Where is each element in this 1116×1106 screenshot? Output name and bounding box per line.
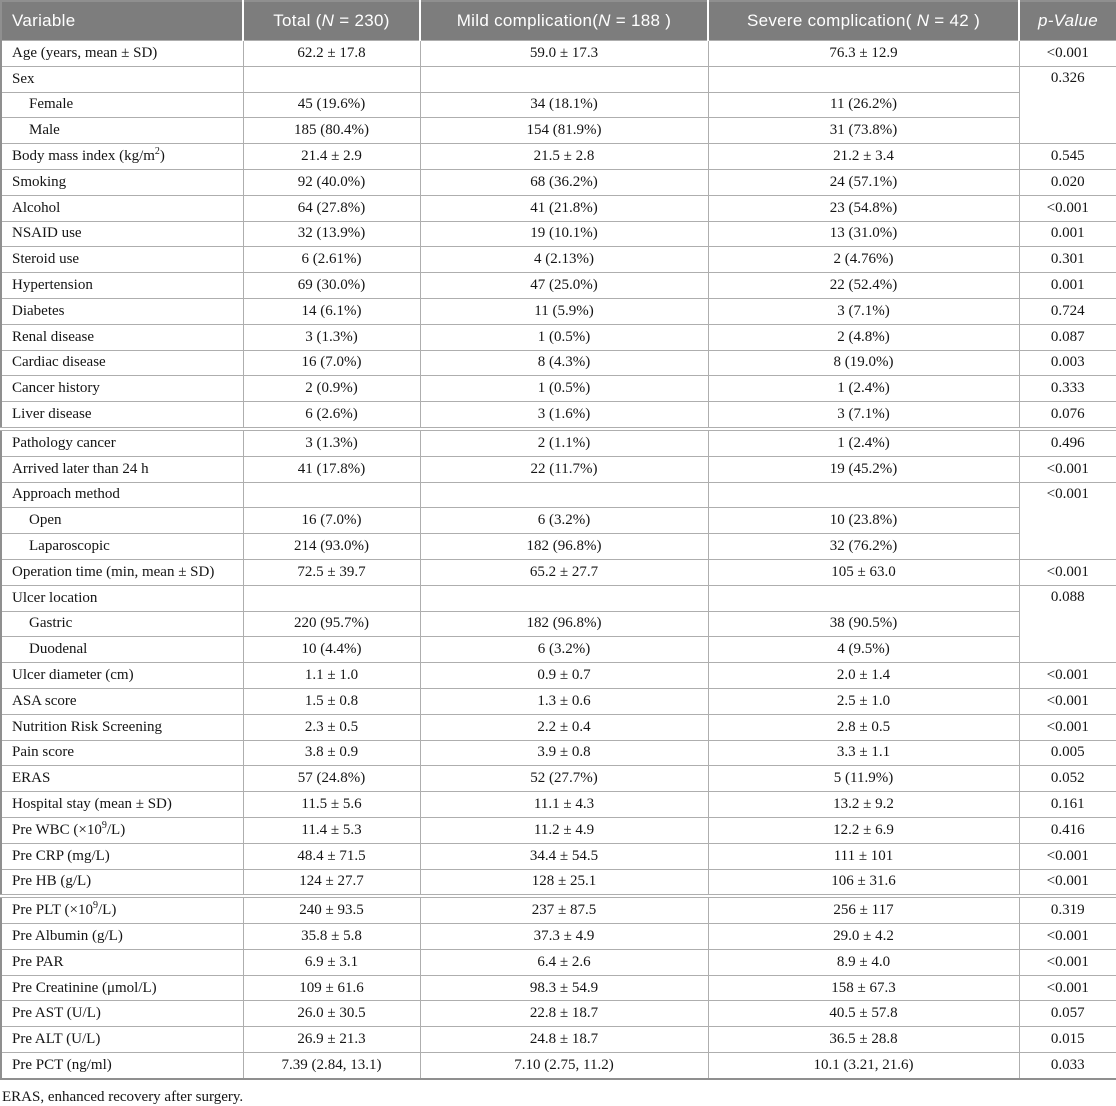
row-label: Sex: [1, 66, 243, 92]
cell-p-value: 0.333: [1019, 376, 1116, 402]
cell-total: 41 (17.8%): [243, 456, 420, 482]
cell-mild-complication: 11.2 ± 4.9: [420, 817, 708, 843]
cell-total: 2.3 ± 0.5: [243, 714, 420, 740]
col-header-total: Total (N = 230): [243, 1, 420, 41]
table-row: [1, 1001, 1116, 1027]
cell-p-value: <0.001: [1019, 869, 1116, 896]
row-label: Pre ALT (U/L): [1, 1027, 243, 1053]
cell-severe-complication: 3 (7.1%): [708, 298, 1019, 324]
cell-p-value: <0.001: [1019, 663, 1116, 689]
table-row: [1, 896, 1116, 923]
cell-severe-complication: 23 (54.8%): [708, 195, 1019, 221]
cell-mild-complication: 1.3 ± 0.6: [420, 688, 708, 714]
table-row: [1, 482, 1116, 508]
cell-p-value: <0.001: [1019, 559, 1116, 585]
row-label: Male: [1, 118, 243, 144]
col-header-variable-label: Variable: [12, 11, 76, 30]
cell-total: 62.2 ± 17.8: [243, 41, 420, 67]
cell-severe-complication: 13.2 ± 9.2: [708, 792, 1019, 818]
cell-p-value: 0.326: [1019, 66, 1116, 143]
cell-mild-complication: 2.2 ± 0.4: [420, 714, 708, 740]
cell-severe-complication: 29.0 ± 4.2: [708, 924, 1019, 950]
cell-severe-complication: 2 (4.8%): [708, 324, 1019, 350]
cell-mild-complication: 4 (2.13%): [420, 247, 708, 273]
cell-severe-complication: 21.2 ± 3.4: [708, 144, 1019, 170]
row-label: Laparoscopic: [1, 534, 243, 560]
cell-mild-complication: 2 (1.1%): [420, 429, 708, 456]
row-label: Approach method: [1, 482, 243, 508]
table-row: [1, 663, 1116, 689]
row-label: Ulcer diameter (cm): [1, 663, 243, 689]
cell-mild-complication: 98.3 ± 54.9: [420, 975, 708, 1001]
cell-p-value: 0.076: [1019, 402, 1116, 429]
cell-severe-complication: 10 (23.8%): [708, 508, 1019, 534]
row-label: Renal disease: [1, 324, 243, 350]
cell-p-value: <0.001: [1019, 975, 1116, 1001]
row-label: Body mass index $(kg/m^2)$: [1, 144, 243, 170]
row-label: ERAS: [1, 766, 243, 792]
cell-severe-complication: 8.9 ± 4.0: [708, 949, 1019, 975]
cell-total: 57 (24.8%): [243, 766, 420, 792]
row-label: Pre Creatinine (μmol/L): [1, 975, 243, 1001]
cell-mild-complication: 24.8 ± 18.7: [420, 1027, 708, 1053]
cell-severe-complication: 12.2 ± 6.9: [708, 817, 1019, 843]
cell-severe-complication: 256 ± 117: [708, 896, 1019, 923]
table-row: [1, 585, 1116, 611]
table-row: [1, 1027, 1116, 1053]
row-label: Arrived later than 24 h: [1, 456, 243, 482]
cell-severe-complication: 19 (45.2%): [708, 456, 1019, 482]
table-row: [1, 324, 1116, 350]
cell-mild-complication: 237 ± 87.5: [420, 896, 708, 923]
cell-total: [243, 482, 420, 508]
cell-mild-complication: 3 (1.6%): [420, 402, 708, 429]
cell-severe-complication: 13 (31.0%): [708, 221, 1019, 247]
cell-severe-complication: 22 (52.4%): [708, 273, 1019, 299]
cell-total: 26.0 ± 30.5: [243, 1001, 420, 1027]
table-row: [1, 118, 1116, 144]
cell-p-value: 0.724: [1019, 298, 1116, 324]
table-row: [1, 924, 1116, 950]
cell-total: 69 (30.0%): [243, 273, 420, 299]
cell-mild-complication: 182 (96.8%): [420, 534, 708, 560]
table-row: [1, 559, 1116, 585]
cell-total: 109 ± 61.6: [243, 975, 420, 1001]
cell-p-value: <0.001: [1019, 456, 1116, 482]
cell-p-value: 0.161: [1019, 792, 1116, 818]
cell-mild-complication: 11 (5.9%): [420, 298, 708, 324]
row-label: Smoking: [1, 169, 243, 195]
cell-mild-complication: 6 (3.2%): [420, 637, 708, 663]
cell-severe-complication: [708, 66, 1019, 92]
table-row: [1, 221, 1116, 247]
col-header-p-value: p-Value: [1019, 1, 1116, 41]
cell-severe-complication: 3.3 ± 1.1: [708, 740, 1019, 766]
cell-mild-complication: 22.8 ± 18.7: [420, 1001, 708, 1027]
cell-mild-complication: 41 (21.8%): [420, 195, 708, 221]
cell-total: 48.4 ± 71.5: [243, 843, 420, 869]
cell-p-value: <0.001: [1019, 482, 1116, 559]
cell-severe-complication: 4 (9.5%): [708, 637, 1019, 663]
table-row: [1, 298, 1116, 324]
cell-mild-complication: 52 (27.7%): [420, 766, 708, 792]
cell-severe-complication: 5 (11.9%): [708, 766, 1019, 792]
cell-p-value: <0.001: [1019, 41, 1116, 67]
cell-severe-complication: 10.1 (3.21, 21.6): [708, 1053, 1019, 1079]
table-row: [1, 376, 1116, 402]
cell-total: 72.5 ± 39.7: [243, 559, 420, 585]
row-label: Pre AST (U/L): [1, 1001, 243, 1027]
cell-mild-complication: [420, 585, 708, 611]
table-row: [1, 144, 1116, 170]
cell-total: 92 (40.0%): [243, 169, 420, 195]
table-row: [1, 740, 1116, 766]
cell-p-value: 0.416: [1019, 817, 1116, 843]
cell-p-value: <0.001: [1019, 195, 1116, 221]
table-row: [1, 975, 1116, 1001]
cell-mild-complication: 34.4 ± 54.5: [420, 843, 708, 869]
cell-mild-complication: 3.9 ± 0.8: [420, 740, 708, 766]
cell-p-value: 0.003: [1019, 350, 1116, 376]
cell-total: 220 (95.7%): [243, 611, 420, 637]
row-label: Age (years, mean ± SD): [1, 41, 243, 67]
table-row: [1, 66, 1116, 92]
cell-mild-complication: 65.2 ± 27.7: [420, 559, 708, 585]
cell-severe-complication: [708, 482, 1019, 508]
cell-total: 3 (1.3%): [243, 429, 420, 456]
cell-total: 14 (6.1%): [243, 298, 420, 324]
row-label: NSAID use: [1, 221, 243, 247]
row-label: Alcohol: [1, 195, 243, 221]
cell-p-value: 0.057: [1019, 1001, 1116, 1027]
row-label: Pre WBC $(\times 10^9/L)$: [1, 817, 243, 843]
row-label: Open: [1, 508, 243, 534]
cell-mild-complication: 34 (18.1%): [420, 92, 708, 118]
table-row: [1, 637, 1116, 663]
cell-p-value: 0.301: [1019, 247, 1116, 273]
cell-mild-complication: 68 (36.2%): [420, 169, 708, 195]
cell-severe-complication: 38 (90.5%): [708, 611, 1019, 637]
cell-severe-complication: 8 (19.0%): [708, 350, 1019, 376]
cell-severe-complication: 3 (7.1%): [708, 402, 1019, 429]
cell-total: [243, 66, 420, 92]
table-row: [1, 169, 1116, 195]
cell-mild-complication: 7.10 (2.75, 11.2): [420, 1053, 708, 1079]
cell-total: 214 (93.0%): [243, 534, 420, 560]
cell-mild-complication: [420, 66, 708, 92]
cell-total: 64 (27.8%): [243, 195, 420, 221]
cell-p-value: 0.088: [1019, 585, 1116, 662]
cell-total: 11.4 ± 5.3: [243, 817, 420, 843]
cell-p-value: 0.496: [1019, 429, 1116, 456]
cell-total: [243, 585, 420, 611]
cell-severe-complication: 76.3 ± 12.9: [708, 41, 1019, 67]
table-footnote: ERAS, enhanced recovery after surgery.: [2, 1088, 244, 1105]
cell-total: 6.9 ± 3.1: [243, 949, 420, 975]
row-label: Pre CRP (mg/L): [1, 843, 243, 869]
cell-mild-complication: 6 (3.2%): [420, 508, 708, 534]
cell-severe-complication: 2.0 ± 1.4: [708, 663, 1019, 689]
table-row: [1, 456, 1116, 482]
cell-total: 45 (19.6%): [243, 92, 420, 118]
table-row: [1, 402, 1116, 429]
cell-total: 240 ± 93.5: [243, 896, 420, 923]
table-row: [1, 792, 1116, 818]
cell-mild-complication: 37.3 ± 4.9: [420, 924, 708, 950]
cell-mild-complication: 19 (10.1%): [420, 221, 708, 247]
cell-total: 26.9 ± 21.3: [243, 1027, 420, 1053]
cell-severe-complication: 31 (73.8%): [708, 118, 1019, 144]
cell-mild-complication: 6.4 ± 2.6: [420, 949, 708, 975]
table-row: [1, 534, 1116, 560]
table-row: [1, 1053, 1116, 1079]
cell-mild-complication: [420, 482, 708, 508]
cell-p-value: 0.015: [1019, 1027, 1116, 1053]
cell-severe-complication: [708, 585, 1019, 611]
row-label: Liver disease: [1, 402, 243, 429]
cell-mild-complication: 128 ± 25.1: [420, 869, 708, 896]
cell-total: 21.4 ± 2.9: [243, 144, 420, 170]
header-row: [1, 1, 1116, 41]
cell-total: 6 (2.6%): [243, 402, 420, 429]
cell-p-value: <0.001: [1019, 843, 1116, 869]
cell-total: 185 (80.4%): [243, 118, 420, 144]
cell-severe-complication: 2.8 ± 0.5: [708, 714, 1019, 740]
row-label: Ulcer location: [1, 585, 243, 611]
cell-severe-complication: 1 (2.4%): [708, 429, 1019, 456]
row-label: Gastric: [1, 611, 243, 637]
col-header-mild-complication: Mild complication(N = 188 ): [420, 1, 708, 41]
table-row: [1, 273, 1116, 299]
table-row: [1, 869, 1116, 896]
row-label: ASA score: [1, 688, 243, 714]
cell-total: 11.5 ± 5.6: [243, 792, 420, 818]
cell-mild-complication: 154 (81.9%): [420, 118, 708, 144]
cell-severe-complication: 32 (76.2%): [708, 534, 1019, 560]
cell-p-value: 0.319: [1019, 896, 1116, 923]
row-label: Pathology cancer: [1, 429, 243, 456]
cell-total: 1.5 ± 0.8: [243, 688, 420, 714]
row-label: Diabetes: [1, 298, 243, 324]
cell-severe-complication: 1 (2.4%): [708, 376, 1019, 402]
cell-mild-complication: 47 (25.0%): [420, 273, 708, 299]
row-label: Cancer history: [1, 376, 243, 402]
cell-total: 6 (2.61%): [243, 247, 420, 273]
row-label: Female: [1, 92, 243, 118]
table-row: [1, 247, 1116, 273]
cell-severe-complication: 158 ± 67.3: [708, 975, 1019, 1001]
cell-total: 3 (1.3%): [243, 324, 420, 350]
cell-severe-complication: 2 (4.76%): [708, 247, 1019, 273]
cell-mild-complication: 22 (11.7%): [420, 456, 708, 482]
cell-p-value: <0.001: [1019, 714, 1116, 740]
cell-mild-complication: 21.5 ± 2.8: [420, 144, 708, 170]
row-label: Pre PCT (ng/ml): [1, 1053, 243, 1079]
cell-p-value: 0.001: [1019, 221, 1116, 247]
cell-mild-complication: 0.9 ± 0.7: [420, 663, 708, 689]
cell-p-value: <0.001: [1019, 924, 1116, 950]
cell-p-value: 0.052: [1019, 766, 1116, 792]
row-label: Operation time (min, mean ± SD): [1, 559, 243, 585]
table-row: [1, 41, 1116, 67]
table-row: [1, 350, 1116, 376]
cell-total: 3.8 ± 0.9: [243, 740, 420, 766]
row-label: Cardiac disease: [1, 350, 243, 376]
table-row: [1, 508, 1116, 534]
row-label: Pre PAR: [1, 949, 243, 975]
row-label: Duodenal: [1, 637, 243, 663]
cell-p-value: <0.001: [1019, 949, 1116, 975]
cell-mild-complication: 182 (96.8%): [420, 611, 708, 637]
cell-severe-complication: 36.5 ± 28.8: [708, 1027, 1019, 1053]
row-label: Pre PLT $(\times 10^9/L)$: [1, 896, 243, 923]
cell-total: 16 (7.0%): [243, 350, 420, 376]
table-row: [1, 766, 1116, 792]
table-row: [1, 843, 1116, 869]
cell-p-value: 0.087: [1019, 324, 1116, 350]
col-header-variable: [1, 1, 243, 41]
table-row: [1, 714, 1116, 740]
row-label: Pre HB (g/L): [1, 869, 243, 896]
cell-p-value: 0.020: [1019, 169, 1116, 195]
cell-p-value: <0.001: [1019, 688, 1116, 714]
table-row: [1, 195, 1116, 221]
cell-severe-complication: 106 ± 31.6: [708, 869, 1019, 896]
table-row: [1, 611, 1116, 637]
cell-p-value: 0.545: [1019, 144, 1116, 170]
cell-p-value: 0.005: [1019, 740, 1116, 766]
cell-severe-complication: 111 ± 101: [708, 843, 1019, 869]
row-label: Hospital stay (mean ± SD): [1, 792, 243, 818]
row-label: Hypertension: [1, 273, 243, 299]
cell-total: 16 (7.0%): [243, 508, 420, 534]
cell-severe-complication: 11 (26.2%): [708, 92, 1019, 118]
cell-mild-complication: 1 (0.5%): [420, 376, 708, 402]
cell-total: 1.1 ± 1.0: [243, 663, 420, 689]
table-row: [1, 688, 1116, 714]
table-row: [1, 949, 1116, 975]
cell-total: 7.39 (2.84, 13.1): [243, 1053, 420, 1079]
cell-total: 10 (4.4%): [243, 637, 420, 663]
table-row: [1, 92, 1116, 118]
cell-mild-complication: 11.1 ± 4.3: [420, 792, 708, 818]
cell-severe-complication: 40.5 ± 57.8: [708, 1001, 1019, 1027]
cell-total: 124 ± 27.7: [243, 869, 420, 896]
cell-mild-complication: 8 (4.3%): [420, 350, 708, 376]
cell-mild-complication: 1 (0.5%): [420, 324, 708, 350]
row-label: Steroid use: [1, 247, 243, 273]
cell-p-value: 0.001: [1019, 273, 1116, 299]
row-label: Pre Albumin (g/L): [1, 924, 243, 950]
cell-total: 35.8 ± 5.8: [243, 924, 420, 950]
table-row: [1, 429, 1116, 456]
cell-severe-complication: 24 (57.1%): [708, 169, 1019, 195]
cell-severe-complication: 105 ± 63.0: [708, 559, 1019, 585]
cell-p-value: 0.033: [1019, 1053, 1116, 1079]
row-label: Nutrition Risk Screening: [1, 714, 243, 740]
cell-total: 32 (13.9%): [243, 221, 420, 247]
cell-total: 2 (0.9%): [243, 376, 420, 402]
cell-mild-complication: 59.0 ± 17.3: [420, 41, 708, 67]
col-header-severe-complication: Severe complication( N = 42 ): [708, 1, 1019, 41]
cell-severe-complication: 2.5 ± 1.0: [708, 688, 1019, 714]
table-row: [1, 817, 1116, 843]
row-label: Pain score: [1, 740, 243, 766]
